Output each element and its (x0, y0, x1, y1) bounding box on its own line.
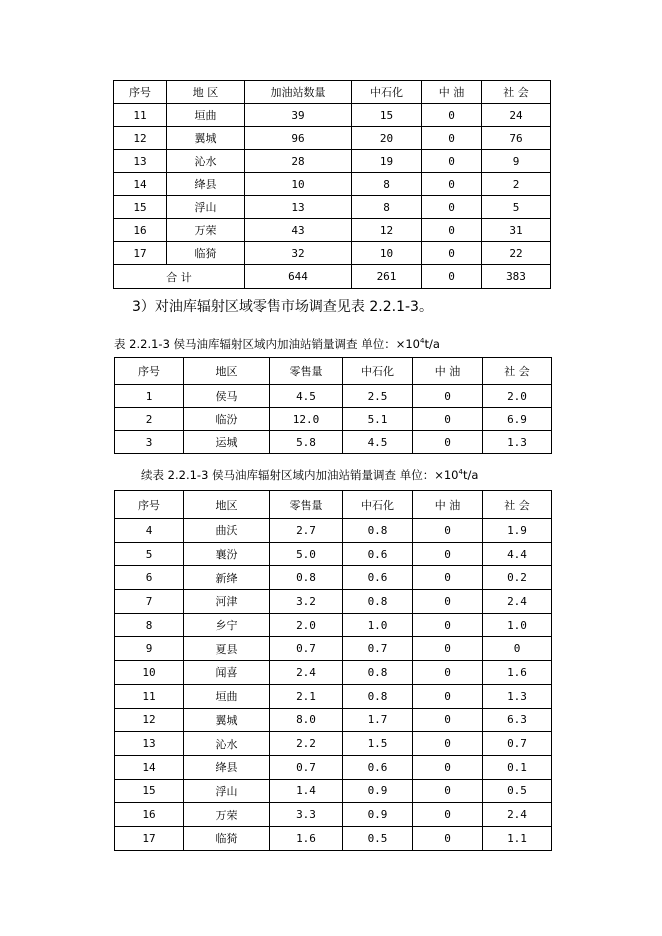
total-cell: 644 (245, 265, 352, 289)
table-cell: 1.3 (483, 431, 552, 454)
column-header: 地区 (184, 358, 270, 385)
table-cell: 2.4 (270, 661, 343, 685)
table2-caption-text: 表 2.2.1-3 侯马油库辐射区域内加油站销量调查 单位：×10 (114, 337, 420, 351)
table-row (115, 755, 552, 779)
table-cell: 2.2 (270, 732, 343, 756)
table-cell: 0.1 (483, 755, 552, 779)
header-row (115, 491, 552, 519)
table-cell: 临猗 (184, 826, 270, 850)
table-cell: 15 (352, 104, 422, 127)
table-cell: 10 (115, 661, 184, 685)
table-cell: 0 (413, 779, 483, 803)
table-cell: 43 (245, 219, 352, 242)
table-cell: 8 (352, 196, 422, 219)
header-row (115, 358, 552, 385)
table-cell: 2.7 (270, 519, 343, 543)
table-cell: 2 (482, 173, 551, 196)
table-cell: 1.3 (483, 684, 552, 708)
table-cell: 浮山 (184, 779, 270, 803)
table-cell: 1.5 (343, 732, 413, 756)
sales-continued-table (114, 490, 552, 851)
table-cell: 5.1 (343, 408, 413, 431)
column-header: 中石化 (343, 491, 413, 519)
table-cell: 0.7 (343, 637, 413, 661)
table-cell: 0 (413, 590, 483, 614)
table-cell: 5 (115, 542, 184, 566)
table-row (115, 566, 552, 590)
table-cell: 0.9 (343, 803, 413, 827)
table-cell: 10 (245, 173, 352, 196)
table-cell: 0 (422, 242, 482, 265)
column-header: 序号 (115, 358, 184, 385)
total-label: 合 计 (114, 265, 245, 289)
total-cell: 261 (352, 265, 422, 289)
table-row (115, 803, 552, 827)
table-cell: 4.4 (483, 542, 552, 566)
table-cell: 8.0 (270, 708, 343, 732)
table-cell: 0.7 (270, 637, 343, 661)
table-cell: 76 (482, 127, 551, 150)
column-header: 加油站数量 (245, 81, 352, 104)
table-cell: 17 (114, 242, 167, 265)
table-row (115, 708, 552, 732)
column-header: 序号 (114, 81, 167, 104)
table3-caption-unit: t/a (462, 468, 479, 482)
table-cell: 12 (114, 127, 167, 150)
table-cell: 2.4 (483, 590, 552, 614)
table2-caption-unit: t/a (424, 337, 440, 351)
table-cell: 0 (413, 661, 483, 685)
table-cell: 0 (413, 542, 483, 566)
table-cell: 0.8 (343, 519, 413, 543)
table-cell: 绛县 (167, 173, 245, 196)
table-cell: 11 (115, 684, 184, 708)
table-cell: 乡宁 (184, 613, 270, 637)
table-cell: 0 (413, 732, 483, 756)
table-cell: 曲沃 (184, 519, 270, 543)
table-cell: 13 (115, 732, 184, 756)
table-cell: 2.1 (270, 684, 343, 708)
table-row (114, 150, 551, 173)
table-cell: 运城 (184, 431, 270, 454)
table-cell: 4.5 (343, 431, 413, 454)
table-cell: 15 (114, 196, 167, 219)
table-cell: 5 (482, 196, 551, 219)
table-cell: 0 (413, 755, 483, 779)
table-cell: 0 (413, 566, 483, 590)
table-cell: 闻喜 (184, 661, 270, 685)
table-cell: 0 (413, 408, 483, 431)
table-row (115, 661, 552, 685)
table-cell: 万荣 (167, 219, 245, 242)
table-cell: 0 (422, 127, 482, 150)
table-cell: 96 (245, 127, 352, 150)
table-cell: 16 (114, 219, 167, 242)
sales-table (114, 357, 552, 454)
table-cell: 8 (115, 613, 184, 637)
table-cell: 1.9 (483, 519, 552, 543)
table-cell: 翼城 (184, 708, 270, 732)
column-header: 社 会 (482, 81, 551, 104)
column-header: 中石化 (352, 81, 422, 104)
table-row (114, 173, 551, 196)
table-cell: 3 (115, 431, 184, 454)
table-cell: 0.6 (343, 755, 413, 779)
table-cell: 6.9 (483, 408, 552, 431)
table-cell: 1.1 (483, 826, 552, 850)
table-cell: 0.2 (483, 566, 552, 590)
table-cell: 0 (422, 219, 482, 242)
table-cell: 20 (352, 127, 422, 150)
column-header: 序号 (115, 491, 184, 519)
table-cell: 0 (413, 684, 483, 708)
column-header: 中 油 (413, 358, 483, 385)
table-row (115, 542, 552, 566)
table-cell: 15 (115, 779, 184, 803)
total-cell: 383 (482, 265, 551, 289)
table-cell: 13 (114, 150, 167, 173)
column-header: 社 会 (483, 491, 552, 519)
column-header: 中石化 (343, 358, 413, 385)
table-row (115, 590, 552, 614)
table-cell: 0 (422, 196, 482, 219)
table-cell: 3.2 (270, 590, 343, 614)
table-cell: 0 (483, 637, 552, 661)
table-cell: 垣曲 (184, 684, 270, 708)
column-header: 地区 (184, 491, 270, 519)
table-cell: 9 (115, 637, 184, 661)
table-cell: 12 (115, 708, 184, 732)
table-cell: 浮山 (167, 196, 245, 219)
table-cell: 1.0 (343, 613, 413, 637)
table-cell: 河津 (184, 590, 270, 614)
table-cell: 7 (115, 590, 184, 614)
column-header: 零售量 (270, 491, 343, 519)
table-cell: 16 (115, 803, 184, 827)
table-row (115, 408, 552, 431)
column-header: 中 油 (413, 491, 483, 519)
table-cell: 0 (413, 385, 483, 408)
table-row (114, 219, 551, 242)
total-row (114, 265, 551, 289)
table-cell: 2.0 (483, 385, 552, 408)
table-cell: 翼城 (167, 127, 245, 150)
table-cell: 0 (413, 431, 483, 454)
table-cell: 24 (482, 104, 551, 127)
table-cell: 1.6 (270, 826, 343, 850)
table-cell: 1.4 (270, 779, 343, 803)
table-cell: 0 (413, 803, 483, 827)
table-row (115, 519, 552, 543)
table-cell: 31 (482, 219, 551, 242)
table-cell: 2.0 (270, 613, 343, 637)
table-cell: 沁水 (167, 150, 245, 173)
table-cell: 0.9 (343, 779, 413, 803)
table-cell: 14 (115, 755, 184, 779)
header-row (114, 81, 551, 104)
table-cell: 0.5 (343, 826, 413, 850)
table-cell: 14 (114, 173, 167, 196)
table-cell: 0.8 (343, 684, 413, 708)
table-row (114, 196, 551, 219)
table3-caption-exponent: 4 (458, 468, 463, 477)
table-row (115, 385, 552, 408)
table-row (114, 242, 551, 265)
table-cell: 绛县 (184, 755, 270, 779)
table-cell: 临猗 (167, 242, 245, 265)
table-cell: 10 (352, 242, 422, 265)
column-header: 中 油 (422, 81, 482, 104)
table-cell: 0 (422, 173, 482, 196)
table-row (114, 104, 551, 127)
table-cell: 39 (245, 104, 352, 127)
table-row (115, 779, 552, 803)
table-cell: 6 (115, 566, 184, 590)
table-cell: 夏县 (184, 637, 270, 661)
table-cell: 4 (115, 519, 184, 543)
table-cell: 万荣 (184, 803, 270, 827)
table-cell: 11 (114, 104, 167, 127)
table-cell: 临汾 (184, 408, 270, 431)
table-cell: 17 (115, 826, 184, 850)
column-header: 地 区 (167, 81, 245, 104)
table-cell: 32 (245, 242, 352, 265)
table-cell: 沁水 (184, 732, 270, 756)
total-cell: 0 (422, 265, 482, 289)
table-cell: 0.5 (483, 779, 552, 803)
table-cell: 襄汾 (184, 542, 270, 566)
table-cell: 1.0 (483, 613, 552, 637)
table3-caption (141, 467, 478, 483)
table-cell: 0.7 (270, 755, 343, 779)
table-cell: 0.6 (343, 542, 413, 566)
table-cell: 5.0 (270, 542, 343, 566)
table-cell: 1.7 (343, 708, 413, 732)
table-cell: 28 (245, 150, 352, 173)
station-count-table (113, 80, 551, 289)
table-row (115, 637, 552, 661)
table-cell: 2 (115, 408, 184, 431)
table-cell: 0.8 (270, 566, 343, 590)
table-cell: 新绛 (184, 566, 270, 590)
table-cell: 5.8 (270, 431, 343, 454)
table-cell: 0 (422, 150, 482, 173)
table-cell: 2.4 (483, 803, 552, 827)
table-cell: 1 (115, 385, 184, 408)
table-cell: 0 (413, 826, 483, 850)
table-cell: 0.8 (343, 590, 413, 614)
table3-caption-text: 续表 2.2.1-3 侯马油库辐射区域内加油站销量调查 单位：×10 (141, 468, 459, 482)
table-cell: 3.3 (270, 803, 343, 827)
table2-caption (114, 336, 440, 352)
table-cell: 0 (413, 613, 483, 637)
table-cell: 0 (413, 637, 483, 661)
table-row (115, 613, 552, 637)
table-row (114, 127, 551, 150)
table-cell: 12 (352, 219, 422, 242)
table-cell: 1.6 (483, 661, 552, 685)
table-cell: 0 (413, 519, 483, 543)
table-row (115, 684, 552, 708)
table2-caption-exponent: 4 (419, 337, 425, 346)
column-header: 零售量 (270, 358, 343, 385)
table-cell: 19 (352, 150, 422, 173)
table-cell: 0.6 (343, 566, 413, 590)
table-cell: 9 (482, 150, 551, 173)
table-row (115, 431, 552, 454)
table-cell: 侯马 (184, 385, 270, 408)
table-cell: 0.8 (343, 661, 413, 685)
table-cell: 8 (352, 173, 422, 196)
table-row (115, 732, 552, 756)
table-row (115, 826, 552, 850)
table-cell: 13 (245, 196, 352, 219)
section-heading: 3）对油库辐射区域零售市场调查见表 2.2.1-3。 (132, 299, 433, 315)
table-cell: 垣曲 (167, 104, 245, 127)
table-cell: 2.5 (343, 385, 413, 408)
table-cell: 0.7 (483, 732, 552, 756)
table-cell: 0 (413, 708, 483, 732)
table-cell: 4.5 (270, 385, 343, 408)
table-cell: 22 (482, 242, 551, 265)
column-header: 社 会 (483, 358, 552, 385)
table-cell: 12.0 (270, 408, 343, 431)
table-cell: 0 (422, 104, 482, 127)
table-cell: 6.3 (483, 708, 552, 732)
